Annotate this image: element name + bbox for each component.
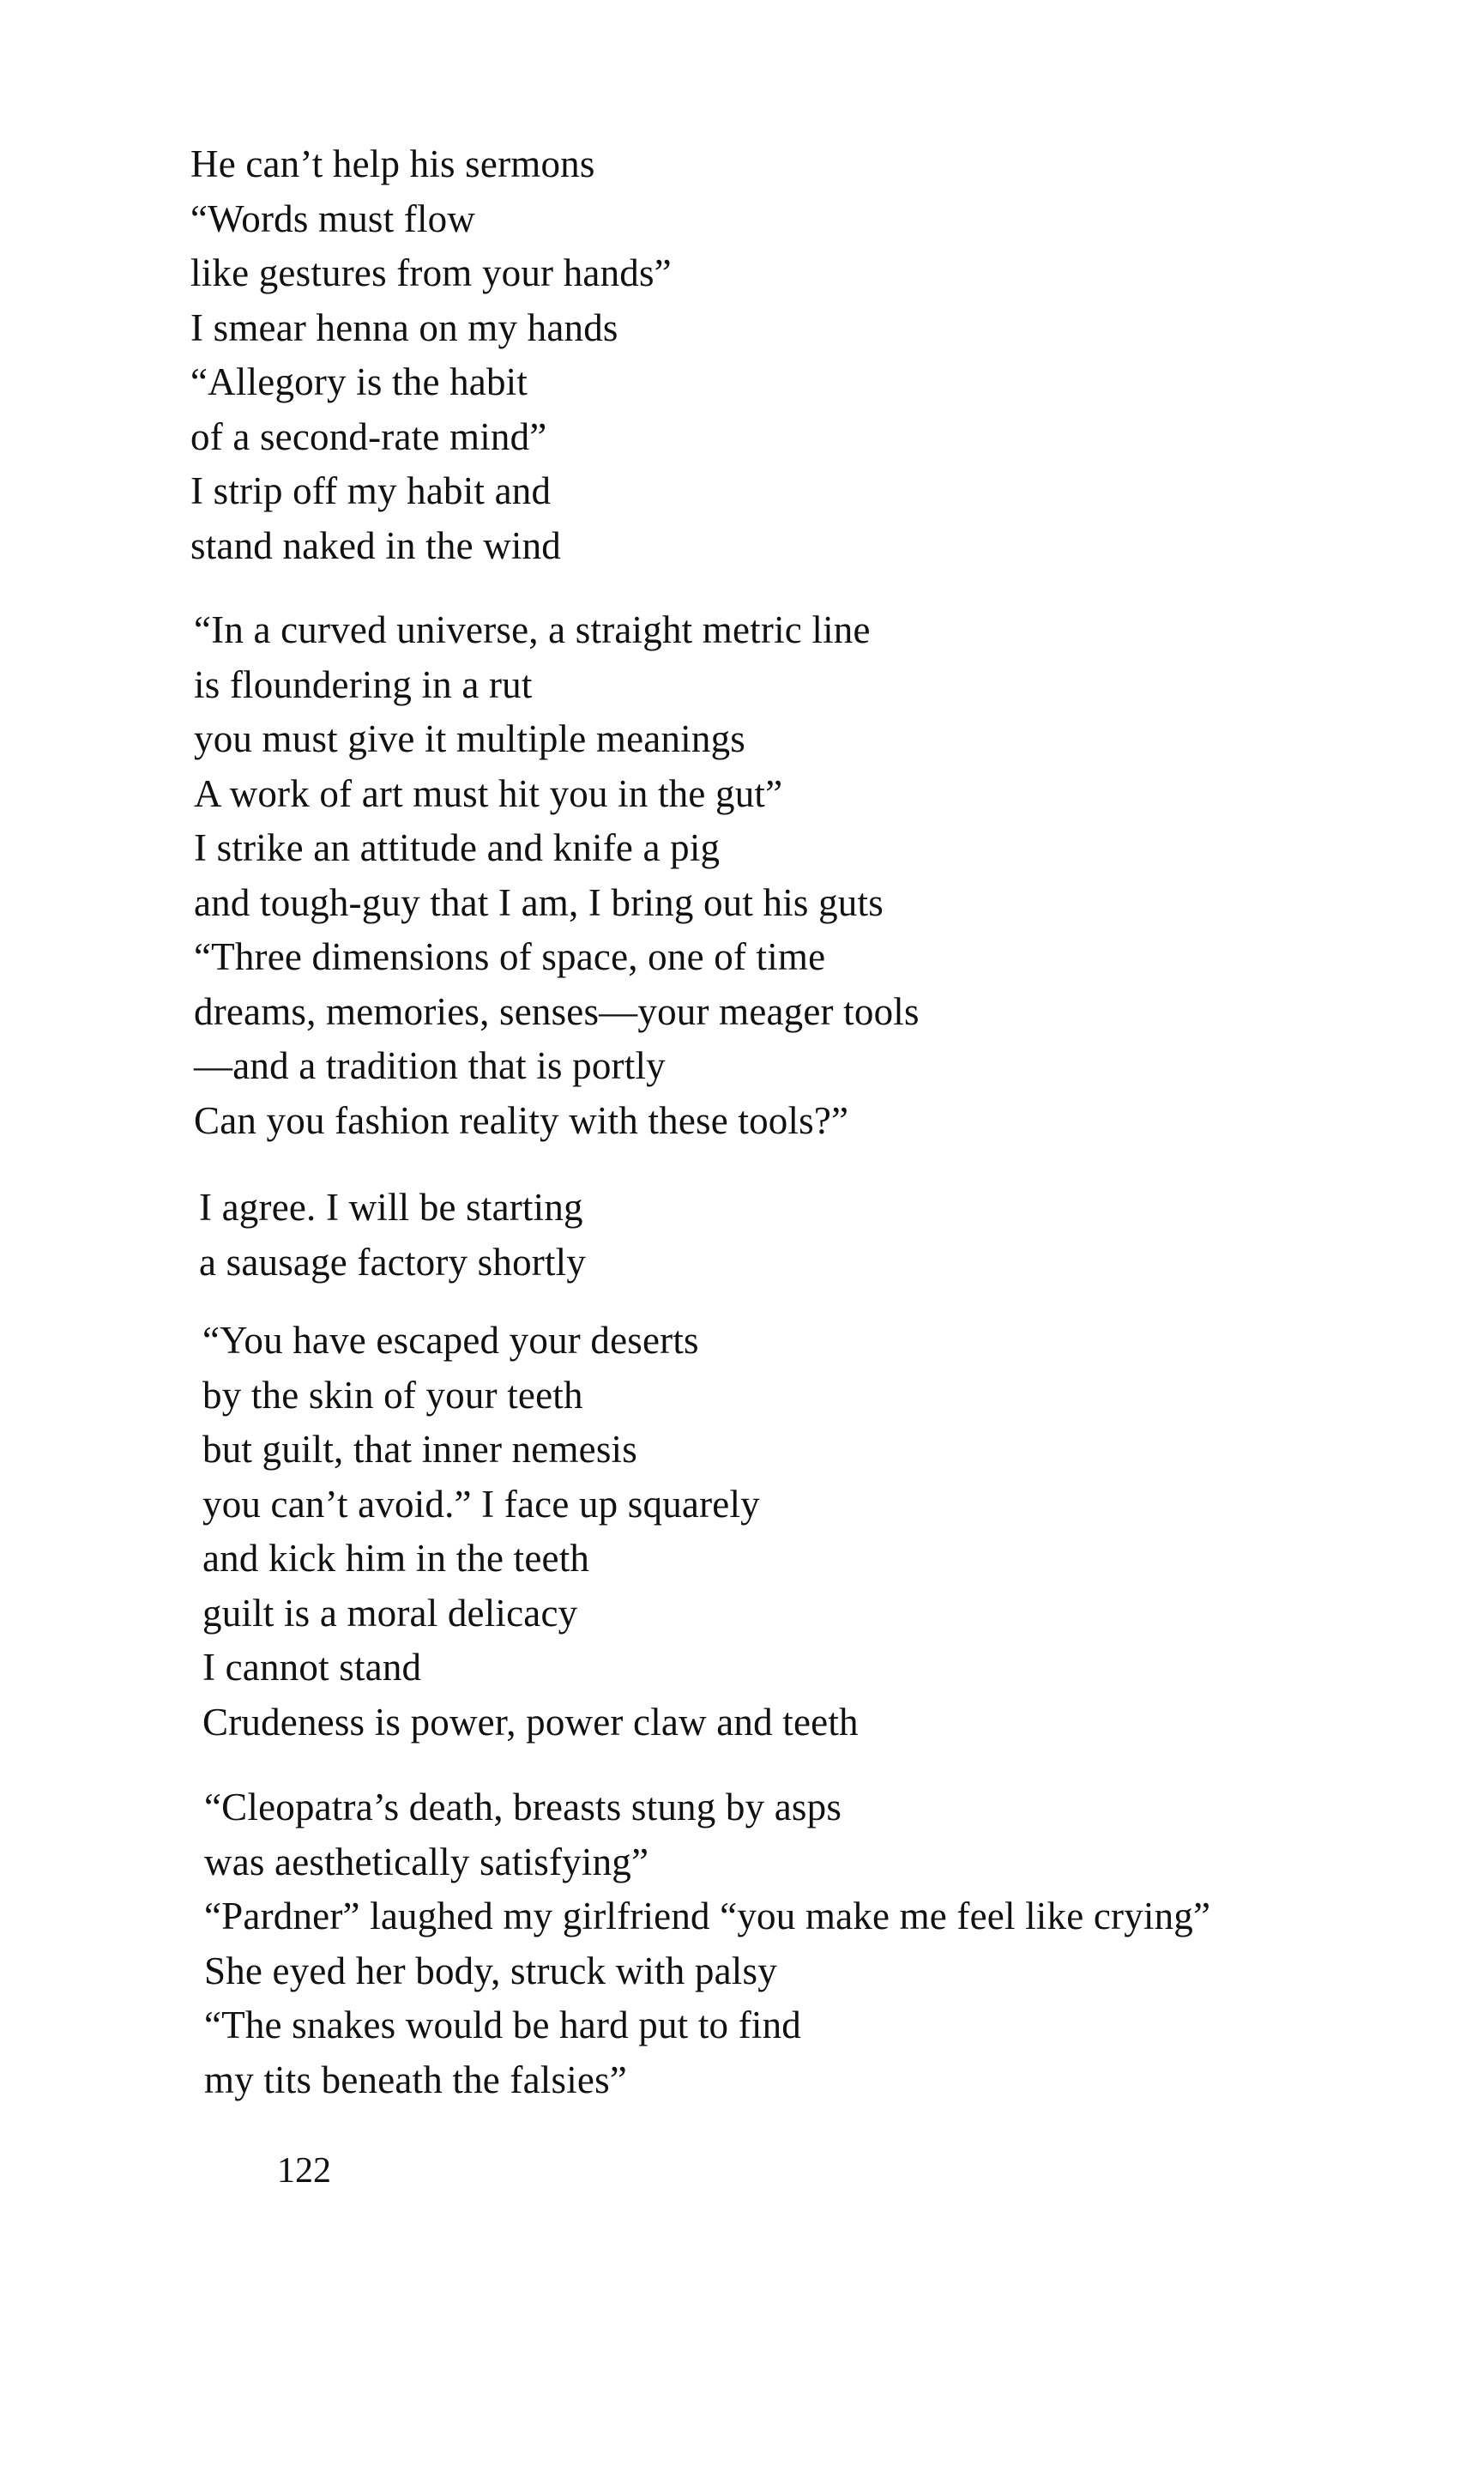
poem-line: —and a tradition that is portly: [194, 1044, 666, 1087]
poem-line: you can’t avoid.” I face up squarely: [202, 1482, 760, 1526]
poem-line: “In a curved universe, a straight metric line: [194, 608, 871, 651]
poem-line: of a second-rate mind”: [190, 414, 547, 458]
poem-line: I strike an attitude and knife a pig: [194, 826, 721, 869]
poem-line: is floundering in a rut: [194, 662, 533, 706]
poem-line: He can’t help his sermons: [190, 142, 595, 185]
poem-line: “Three dimensions of space, one of time: [194, 935, 826, 978]
poem-line: was aesthetically satisfying”: [204, 1840, 649, 1883]
poem-line: and tough-guy that I am, I bring out his guts: [194, 880, 884, 924]
poem-line: like gestures from your hands”: [190, 251, 672, 294]
page-number: 122: [277, 2151, 331, 2191]
poem-line: guilt is a moral delicacy: [202, 1591, 578, 1635]
poem-line: you must give it multiple meanings: [194, 717, 745, 760]
poem-line: I cannot stand: [202, 1646, 422, 1689]
poem-line: She eyed her body, struck with palsy: [204, 1949, 777, 1992]
poem-line: I strip off my habit and: [190, 469, 552, 512]
stanza-3: [199, 1181, 586, 1290]
poem-line: “Words must flow: [190, 196, 476, 240]
stanza-4: [202, 1314, 859, 1750]
stanza-2: [194, 603, 920, 1148]
poem-line: “Pardner” laughed my girlfriend “you make me feel like crying”: [204, 1895, 1211, 1937]
poem-line: I smear henna on my hands: [190, 305, 618, 349]
poem-line: but guilt, that inner nemesis: [202, 1428, 637, 1471]
poem-line: by the skin of your teeth: [202, 1373, 583, 1417]
poem-line: “Cleopatra’s death, breasts stung by asps: [204, 1786, 842, 1828]
poem-line: a sausage factory shortly: [199, 1240, 587, 1284]
poem-line: A work of art must hit you in the gut”: [194, 771, 783, 815]
poem-line: “The snakes would be hard put to find: [204, 2004, 801, 2046]
poem-line: Crudeness is power, power claw and teeth: [202, 1700, 859, 1744]
poem-line: “You have escaped your deserts: [202, 1319, 699, 1362]
poem-line: “Allegory is the habit: [190, 360, 528, 403]
stanza-5: [204, 1780, 1210, 2107]
poem-line: dreams, memories, senses—your meager tools: [194, 989, 920, 1033]
poem-line: I agree. I will be starting: [199, 1186, 583, 1229]
poem-line: stand naked in the wind: [190, 523, 562, 567]
poem-line: Can you fashion reality with these tools?”: [194, 1098, 849, 1142]
poem-line: my tits beneath the falsies”: [204, 2058, 627, 2101]
stanza-1: [190, 137, 672, 573]
poem-line: and kick him in the teeth: [202, 1537, 590, 1580]
